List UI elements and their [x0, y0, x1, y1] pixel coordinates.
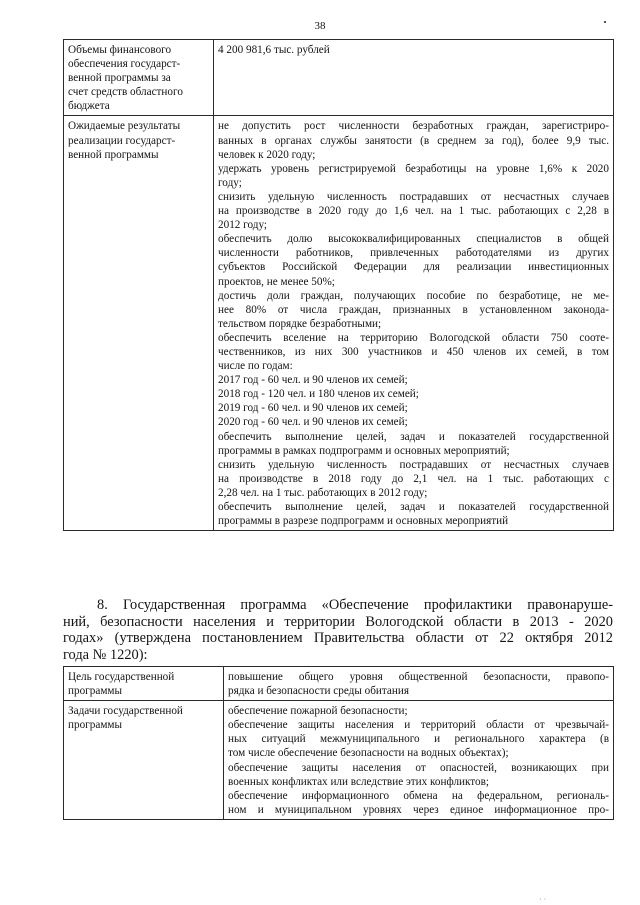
row-value-expected-results: не допустить рост численности безработных граждан, зарегистриро- ванных в органах службы занятости (в среднем за год), более 9,9 тыс. человек к 2020 году; удержать уровень регистрируемой безработицы на уровне 1,6% к 2020 году; снизить удельную численность пострадавших от несчастных случаев на производстве в 2020 году до 1,6 чел. на 1 тыс. работающих с 2,28 в 2012 году; обеспечить долю высококвалифицированных специалистов в общей численности работников, привлеченных работодателями из других субъектов Российской Федерации для реализации инвестиционных проектов, не менее 50%; достичь доли граждан, получающих пособие по безработице, не ме- нее 80% от числа граждан, признанных в установленном законода- тельством порядке безработными; обеспечить вселение на территорию Вологодской области 750 сооте- чественников, из них 300 участников и 450 членов их семей, в том числе по годам: 2017 год - 60 чел. и 90 членов их семей; 2018 год - 120 чел. и 180 членов их семей; 2019 год - 60 чел. и 90 членов их семей; 2020 год - 60 чел. и 90 членов их семей; обеспечить выполнение целей, задач и показателей государственной программы в рамках подпрограмм и основных мероприятий; снизить удельную численность пострадавших от несчастных случаев на производстве в 2018 году до 2,1 чел. на 1 тыс. работающих с 2,28 чел. на 1 тыс. работающих в 2012 году; обеспечить выполнение целей, задач и показателей государственной программы в разрезе подпрограмм и основных мероприятий [214, 116, 614, 531]
table-row [64, 701, 614, 820]
row-label-tasks: Задачи государственной программы [64, 701, 224, 820]
table-row [64, 116, 614, 531]
program-passport-table-2 [63, 666, 614, 820]
row-value-financing: 4 200 981,6 тыс. рублей [214, 40, 614, 116]
table-row [64, 667, 614, 701]
program-passport-table-1 [63, 39, 614, 531]
scan-speck [604, 21, 606, 23]
table-row [64, 40, 614, 116]
scan-artifact-mark: · · [539, 895, 547, 904]
page-number: 38 [314, 20, 326, 32]
row-value-tasks: обеспечение пожарной безопасности; обеспечение защиты населения и территорий области от чрезвычай- ных ситуаций межмуниципального и регионального характера (в том числе обеспечение безопасности на водных объектах); обеспечение защиты населения от опасностей, возникающих при военных конфликтах или вследствие этих конфликтов; обеспечение информационного обмена на федеральном, региональ- ном и муниципальном уровнях через единое информационное про- [224, 701, 614, 820]
section-8-paragraph: 8. Государственная программа «Обеспечение профилактики правонаруше- ний, безопасности населения и территории Вологодской области в 2013 - 2020 годах» (утверждена постановлением Правительства области от 22 октября 2012 года № 1220): [63, 597, 613, 663]
row-value-goal: повышение общего уровня общественной безопасности, правопо- рядка и безопасности среды обитания [224, 667, 614, 701]
row-label-expected-results: Ожидаемые результаты реализации государст- венной программы [64, 116, 214, 531]
row-label-goal: Цель государственной программы [64, 667, 224, 701]
row-label-financing: Объемы финансового обеспечения государст- венной программы за счет средств областного бюджета [64, 40, 214, 116]
